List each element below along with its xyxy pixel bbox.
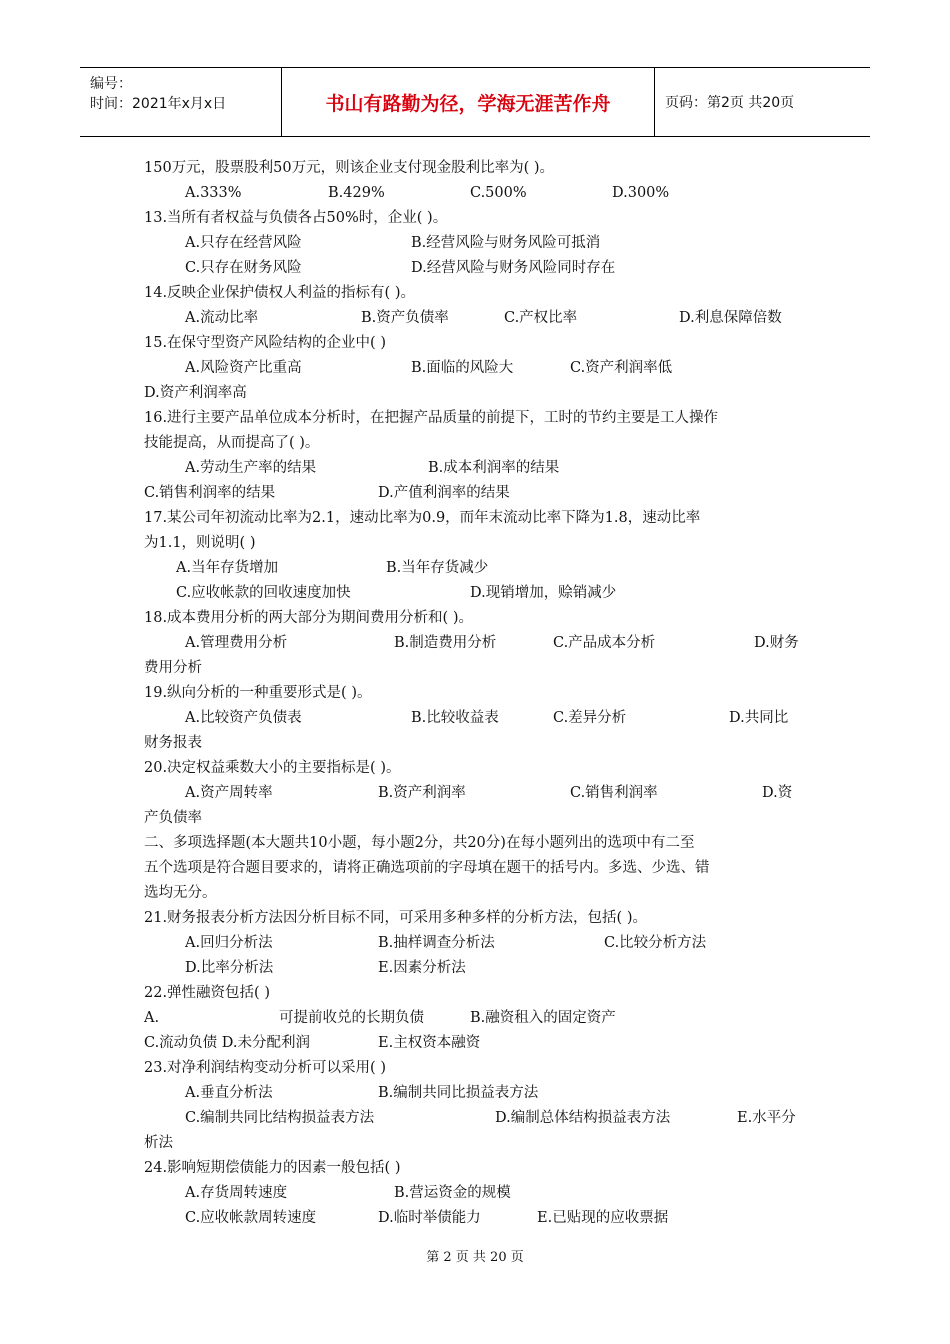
option-text: C.流动负债 D.未分配利润 [144, 1035, 311, 1051]
header-motto: 书山有路勤为径，学海无涯苦作舟 [282, 68, 655, 136]
option-text: 财务报表 [144, 735, 202, 751]
option-text: B.制造费用分析 [394, 635, 497, 651]
option-text: D.产值利润率的结果 [378, 485, 510, 501]
option-text: E.水平分 [737, 1110, 796, 1126]
option-text: A.存货周转速度 [185, 1185, 288, 1201]
option-text: B.429% [328, 185, 385, 201]
option-text: C.资产利润率低 [570, 360, 673, 376]
option-text: D.300% [612, 185, 670, 201]
question-text: 13.当所有者权益与负债各占50%时，企业( )。 [144, 210, 448, 226]
option-text: D.资 [762, 785, 793, 801]
option-text: 费用分析 [144, 660, 202, 676]
option-text: 析法 [144, 1135, 173, 1151]
option-text: B.营运资金的规模 [394, 1185, 511, 1201]
option-text: E.已贴现的应收票据 [537, 1210, 669, 1226]
question-text: 23.对净利润结构变动分析可以采用( ) [144, 1060, 386, 1076]
option-text: B.资产利润率 [378, 785, 466, 801]
option-text: C.比较分析方法 [604, 935, 707, 951]
option-text: C.销售利润率的结果 [144, 485, 276, 501]
question-text: 技能提高，从而提高了( )。 [144, 435, 320, 451]
option-text: A.当年存货增加 [176, 560, 279, 576]
option-text: C.500% [470, 185, 527, 201]
question-text: 17.某公司年初流动比率为2.1，速动比率为0.9，而年末流动比率下降为1.8，速动比率 [144, 510, 701, 526]
question-text: 18.成本费用分析的两大部分为期间费用分析和( )。 [144, 610, 473, 626]
option-text: B.当年存货减少 [386, 560, 489, 576]
option-text: D.现销增加，赊销减少 [470, 585, 617, 601]
option-text: A.比较资产负债表 [185, 710, 302, 726]
option-text: E.因素分析法 [378, 960, 466, 976]
document-number-label: 编号： [90, 76, 132, 92]
option-text: C.编制共同比结构损益表方法 [185, 1110, 375, 1126]
section-heading: 五个选项是符合题目要求的，请将正确选项前的字母填在题干的括号内。多选、少选、错 [144, 860, 710, 876]
question-text: 24.影响短期偿债能力的因素一般包括( ) [144, 1160, 401, 1176]
option-text: C.差异分析 [553, 710, 627, 726]
option-text: B.面临的风险大 [411, 360, 514, 376]
question-text: 14.反映企业保护债权人利益的指标有( )。 [144, 285, 415, 301]
text-line: 150万元，股票股利50万元，则该企业支付现金股利比率为( )。 [144, 160, 555, 176]
option-text: C.产权比率 [504, 310, 578, 326]
option-text: C.销售利润率 [570, 785, 658, 801]
option-text: A. [144, 1010, 160, 1026]
option-text: A.风险资产比重高 [185, 360, 302, 376]
option-text: B.经营风险与财务风险可抵消 [411, 235, 601, 251]
option-text: A.流动比率 [185, 310, 259, 326]
question-text: 19.纵向分析的一种重要形式是( )。 [144, 685, 372, 701]
option-text: A.管理费用分析 [185, 635, 288, 651]
page-footer: 第 2 页 共 20 页 [426, 1250, 524, 1265]
option-text: B.融资租入的固定资产 [470, 1010, 616, 1026]
question-text: 15.在保守型资产风险结构的企业中( ) [144, 335, 386, 351]
option-text: A.劳动生产率的结果 [185, 460, 317, 476]
option-text: D.比率分析法 [185, 960, 274, 976]
option-text: D.经营风险与财务风险同时存在 [411, 260, 616, 276]
option-text: E.主权资本融资 [378, 1035, 481, 1051]
option-text: A.垂直分析法 [185, 1085, 273, 1101]
page-header [80, 67, 870, 137]
section-heading: 二、多项选择题(本大题共10小题，每小题2分，共20分)在每小题列出的选项中有二至 [144, 835, 695, 851]
option-text: B.资产负债率 [361, 310, 449, 326]
option-text: D.临时举债能力 [378, 1210, 481, 1226]
section-heading: 选均无分。 [144, 885, 217, 901]
option-text: D.利息保障倍数 [679, 310, 782, 326]
document-date-label: 时间：2021年x月x日 [90, 96, 227, 112]
option-text: A.资产周转率 [185, 785, 273, 801]
question-text: 21.财务报表分析方法因分析目标不同，可采用多种多样的分析方法，包括( )。 [144, 910, 647, 926]
question-text: 20.决定权益乘数大小的主要指标是( )。 [144, 760, 401, 776]
option-text: D.资产利润率高 [144, 385, 247, 401]
option-text: B.成本利润率的结果 [428, 460, 560, 476]
option-text: B.编制共同比损益表方法 [378, 1085, 539, 1101]
option-text: C.应收帐款的回收速度加快 [176, 585, 351, 601]
question-text: 22.弹性融资包括( ) [144, 985, 270, 1001]
option-text: D.财务 [754, 635, 799, 651]
header-page-number: 页码：第2页 共20页 [665, 95, 795, 111]
option-text: B.比较收益表 [411, 710, 499, 726]
option-text: 产负债率 [144, 810, 202, 826]
question-text: 为1.1，则说明( ) [144, 535, 256, 551]
option-text: A.333% [185, 185, 242, 201]
header-meta [80, 68, 282, 136]
option-text: 可提前收兑的长期负债 [279, 1010, 424, 1026]
option-text: D.共同比 [729, 710, 789, 726]
option-text: C.只存在财务风险 [185, 260, 302, 276]
option-text: D.编制总体结构损益表方法 [495, 1110, 671, 1126]
option-text: A.回归分析法 [185, 935, 273, 951]
option-text: B.抽样调查分析法 [378, 935, 495, 951]
option-text: C.应收帐款周转速度 [185, 1210, 317, 1226]
option-text: C.产品成本分析 [553, 635, 656, 651]
question-text: 16.进行主要产品单位成本分析时，在把握产品质量的前提下，工时的节约主要是工人操作 [144, 410, 719, 426]
option-text: A.只存在经营风险 [185, 235, 302, 251]
